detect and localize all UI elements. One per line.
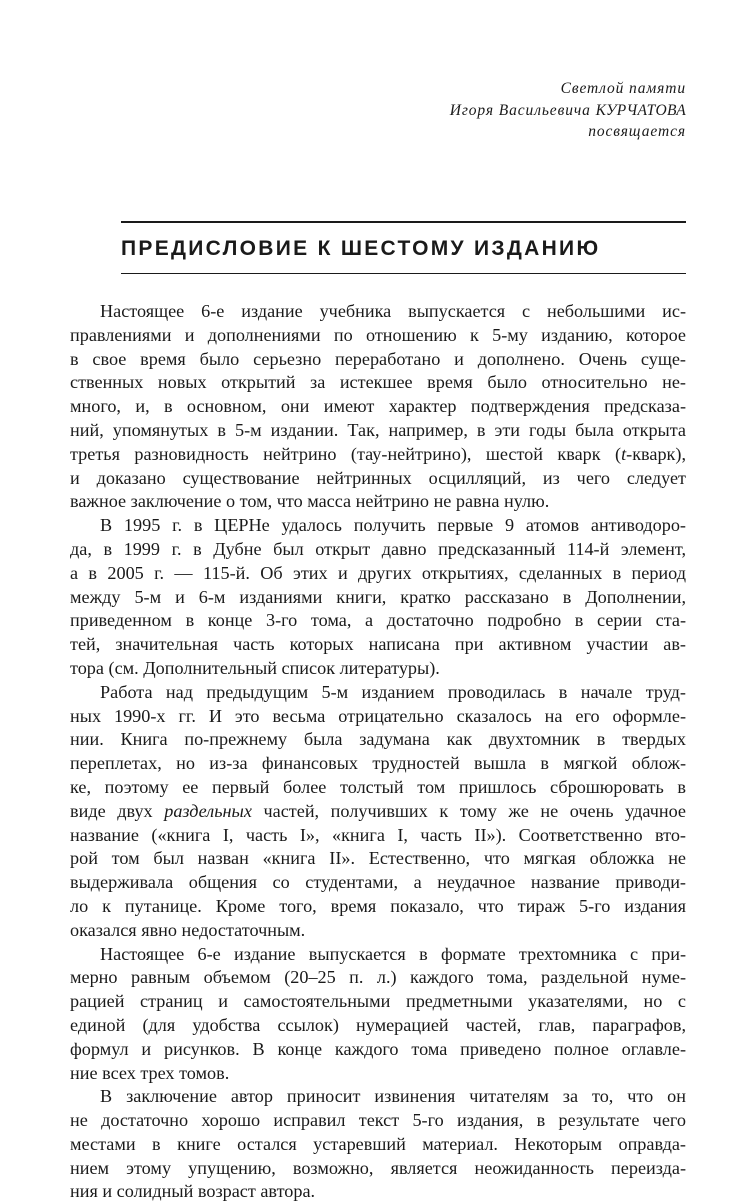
dedication-line-2-prefix: Игоря Васильевича (449, 101, 596, 119)
text-line: да, в 1999 г. в Дубне был открыт давно предсказанный 114-й элемент, (70, 538, 686, 559)
text-line: и доказано существование нейтринных осцилляций, из чего следует (70, 467, 686, 488)
text-line: ло к путанице. Кроме того, время показало, что тираж 5-го издания (70, 895, 686, 916)
text-line: оказался явно недостаточным. (70, 919, 306, 940)
text-line: В 1995 г. в ЦЕРНе удалось получить первые 9 атомов антиводоро- (100, 515, 686, 536)
heading-rule-top (121, 221, 686, 223)
text-line: рацией страниц и самостоятельными предметными указателями, но с (70, 991, 686, 1012)
text-line: мерно равным объемом (20–25 п. л.) каждого тома, раздельной нуме- (70, 967, 686, 988)
text-line: местами в книге остался устаревший материал. Некоторым оправда- (70, 1133, 686, 1154)
dedication-surname: КУРЧАТОВА (595, 101, 686, 119)
text-line: ных 1990-х гг. И это весьма отрицательно сказалось на его оформле- (70, 705, 686, 726)
text-line: В заключение автор приносит извинения читателям за то, что он (100, 1086, 686, 1107)
emphasis: раздельных (164, 800, 252, 821)
text-line: правлениями и дополнениями по отношению к 5-му изданию, которое (70, 324, 686, 345)
heading-rule-bottom (121, 273, 686, 274)
dedication-line-1: Светлой памяти (560, 80, 686, 97)
text-line: ние всех трех томов. (70, 1062, 230, 1083)
paragraph (70, 1085, 686, 1204)
text-line: Настоящее 6-е издание выпускается в формате трехтомника с при- (100, 943, 686, 964)
text-line: ний, упомянутых в 5-м издании. Так, например, в эти годы была открыта (70, 419, 686, 440)
text-line: много, и, в основном, они имеют характер подтверждения предсказа- (70, 396, 686, 417)
text-line: единой (для удобства ссылок) нумерацией частей, глав, параграфов, (70, 1014, 686, 1035)
text-line: Работа над предыдущим 5-м изданием проводилась в начале труд- (100, 681, 686, 702)
page-title: ПРЕДИСЛОВИЕ К ШЕСТОМУ ИЗДАНИЮ (121, 237, 601, 260)
text-line: нии. Книга по-прежнему была задумана как двухтомник в твердых (70, 729, 686, 750)
text-line: ственных новых открытий за истекшее время было относительно не- (70, 372, 686, 393)
text-line: между 5-м и 6-м изданиями книги, кратко рассказано в Дополнении, (70, 586, 686, 607)
text-line: название («книга I, часть I», «книга I, часть II»). Соответственно вто- (70, 824, 686, 845)
text-line: тора (см. Дополнительный список литературы). (70, 657, 440, 678)
paragraph (70, 943, 686, 1086)
text-line: рой том был назван «книга II». Естественно, что мягкая обложка не (70, 848, 686, 869)
dedication-line-2 (450, 100, 686, 122)
emphasis: t (621, 443, 627, 464)
dedication-line-3: посвящается (588, 123, 686, 140)
text-line: нием этому упущению, возможно, является неожиданность переизда- (70, 1157, 686, 1178)
text-line: виде двух раздельных частей, получивших к тому же не очень удачное (70, 800, 686, 821)
text-line: не достаточно хорошо исправил текст 5-го издания, в результате чего (70, 1110, 686, 1131)
text-line: а в 2005 г. — 115-й. Об этих и других открытиях, сделанных в период (70, 562, 686, 583)
text-line: тей, значительная часть которых написана при активном участии ав- (70, 634, 686, 655)
text-line: переплетах, но из-за финансовых трудностей вышла в мягкой облож- (70, 753, 686, 774)
text-line: Настоящее 6-е издание учебника выпускается с небольшими ис- (100, 301, 686, 321)
paragraph (70, 514, 686, 681)
text-line: третья разновидность нейтрино (тау-нейтрино), шестой кварк (t-кварк), (70, 443, 686, 464)
preface-body (70, 300, 686, 1204)
text-line: важное заключение о том, что масса нейтрино не равна нулю. (70, 491, 550, 512)
paragraph (70, 681, 686, 943)
text-line: ния и солидный возраст автора. (70, 1181, 316, 1202)
paragraph (70, 300, 686, 514)
text-line: ке, поэтому ее первый более толстый том пришлось сброшюровать в (70, 776, 686, 797)
text-line: формул и рисунков. В конце каждого тома приведено полное оглавле- (70, 1038, 686, 1059)
text-line: выдерживала общения со студентами, а неудачное название приводи- (70, 872, 686, 893)
text-line: приведенном в конце 3-го тома, а достаточно подробно в серии ста- (70, 610, 686, 631)
text-line: в свое время было серьезно переработано и дополнено. Очень суще- (70, 348, 686, 369)
dedication (450, 78, 686, 143)
